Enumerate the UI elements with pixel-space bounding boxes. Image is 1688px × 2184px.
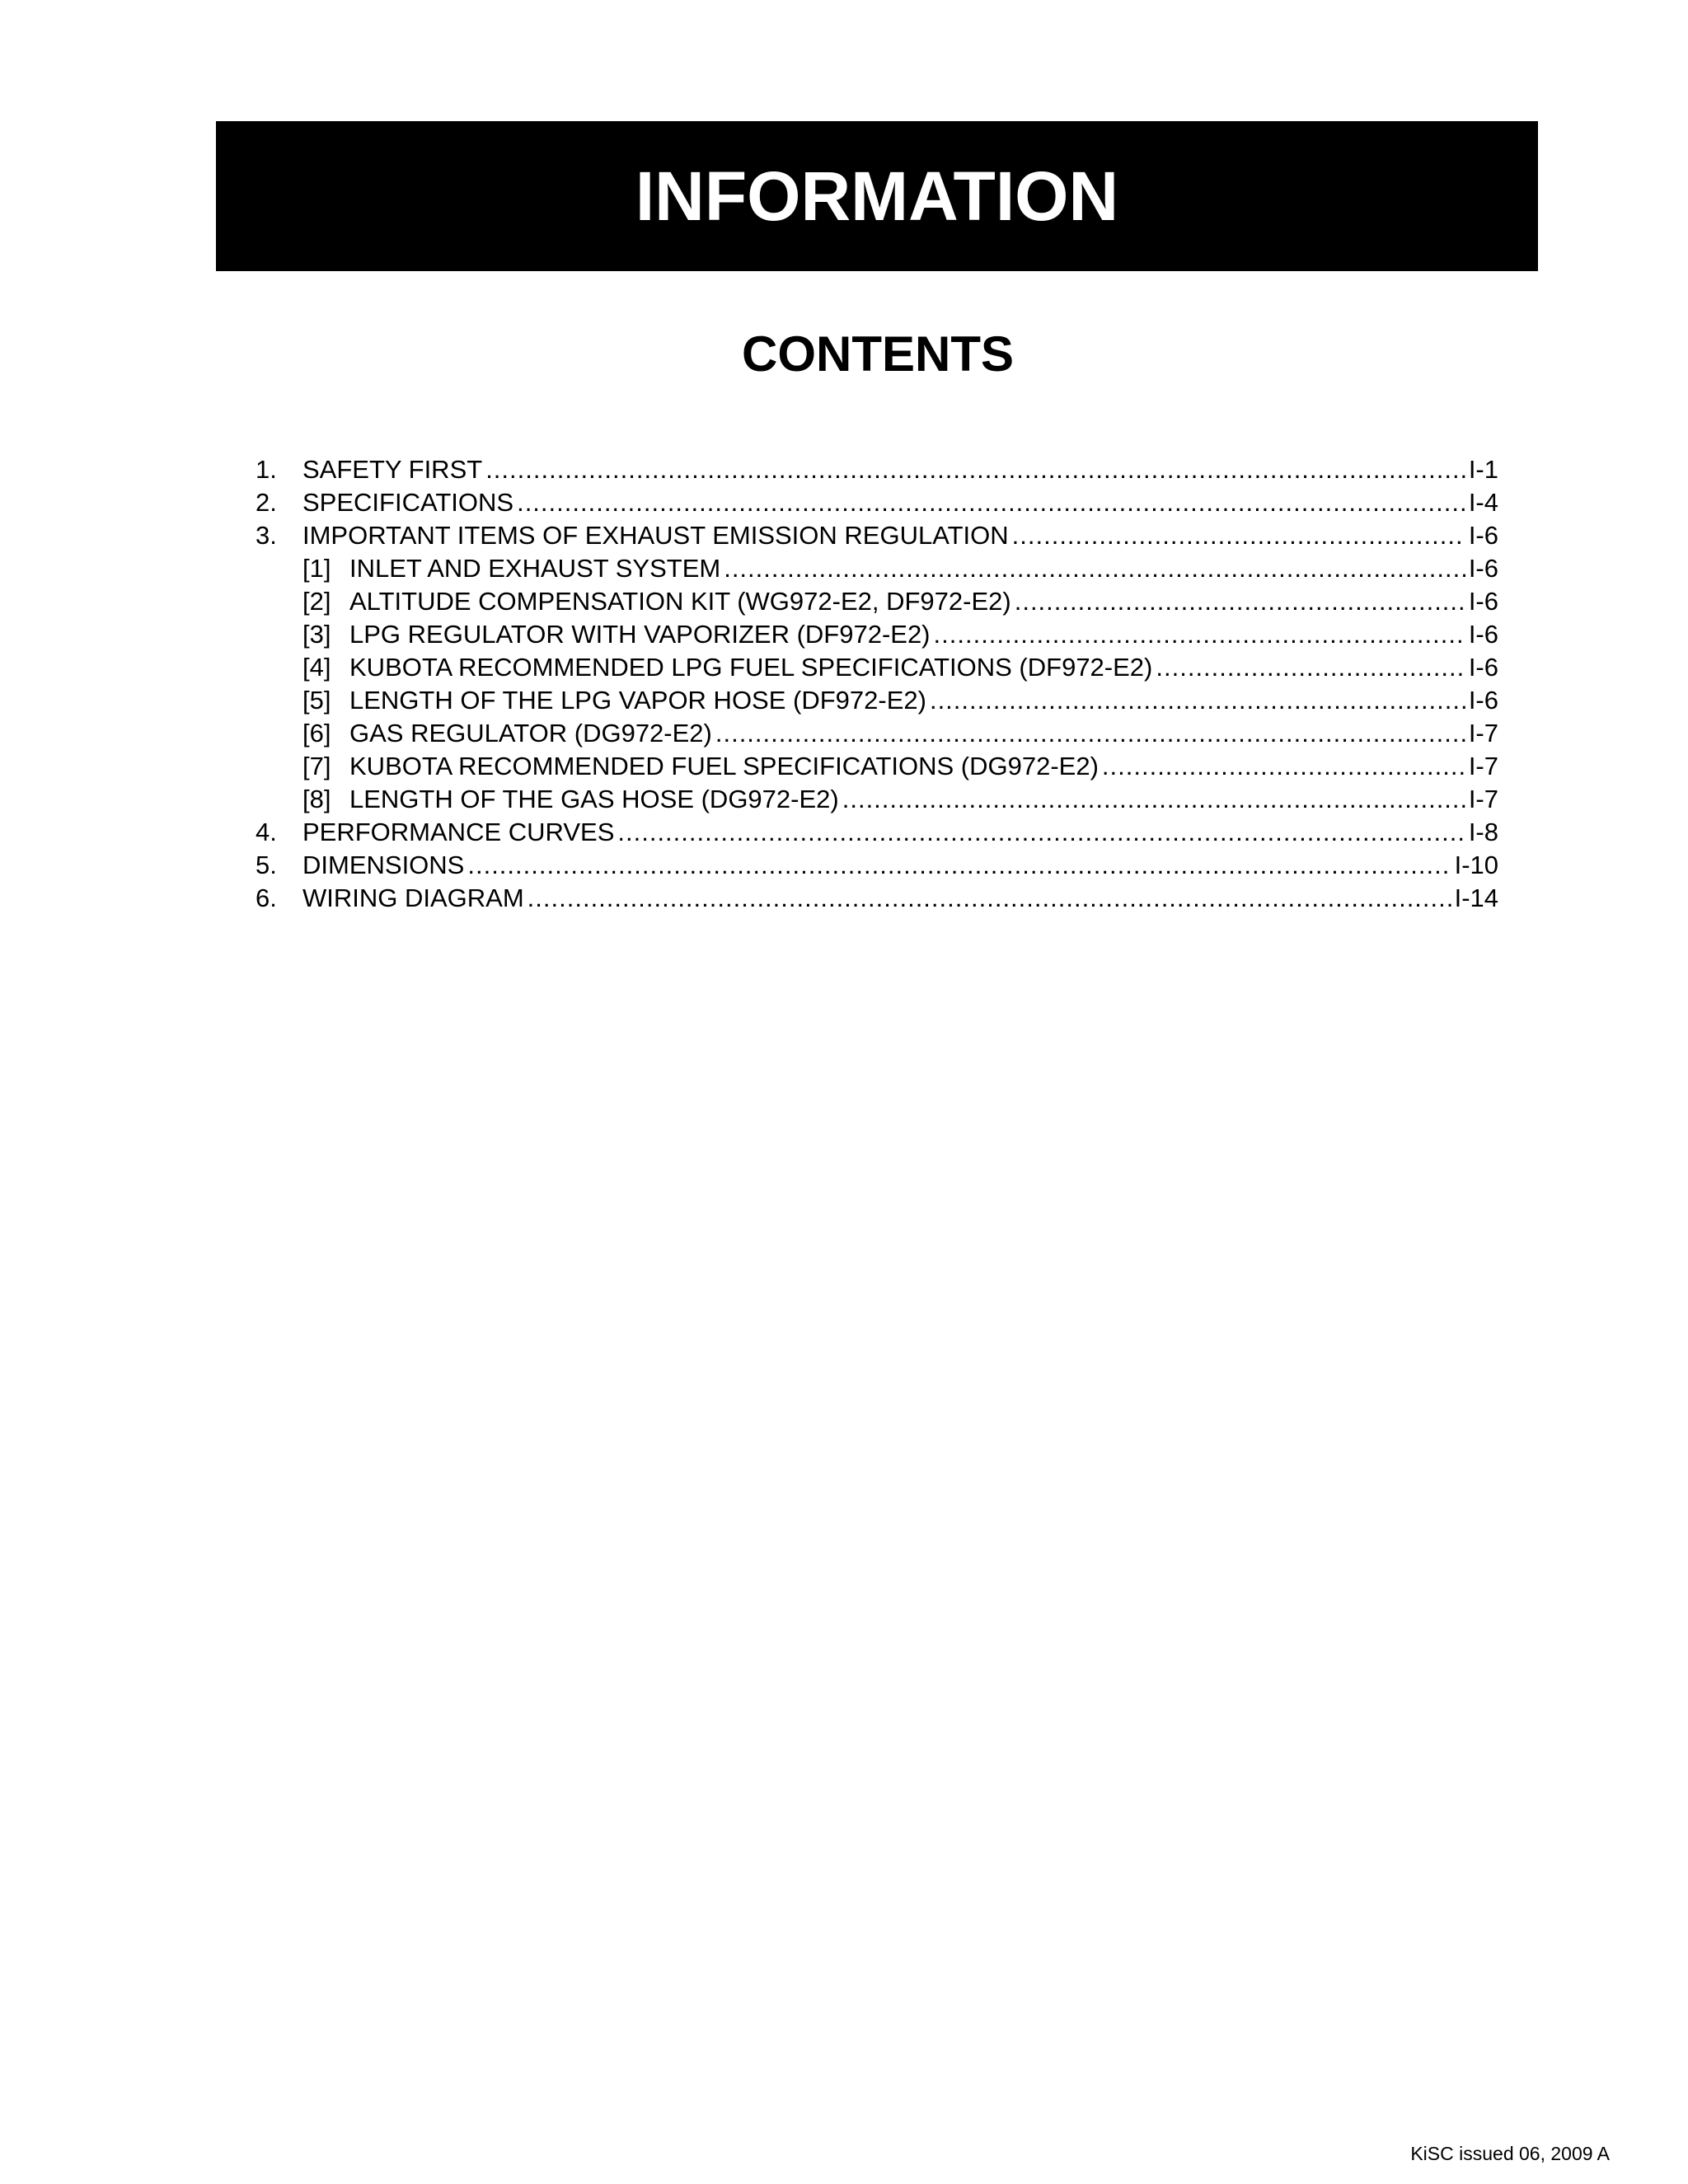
footer-issue-text: KiSC issued 06, 2009 A [1410,2143,1610,2164]
toc-entry-number: [2] [302,587,331,616]
toc-entry-title: KUBOTA RECOMMENDED LPG FUEL SPECIFICATIONS (DF972-E2) [349,653,1153,682]
toc-entry-title: LENGTH OF THE LPG VAPOR HOSE (DF972-E2) [349,686,926,715]
toc-entry-title: ALTITUDE COMPENSATION KIT (WG972-E2, DF972-E2) [349,587,1011,616]
toc-entry[interactable] [256,750,1498,783]
toc-entry-number: 3. [256,521,277,550]
toc-entry[interactable] [256,816,1498,849]
toc-entry-title: KUBOTA RECOMMENDED FUEL SPECIFICATIONS (DG972-E2) [349,752,1099,780]
toc-entry-number: 5. [256,851,277,879]
toc-entry-page: I-6 [1468,686,1498,715]
toc-entry-number: [4] [302,653,331,682]
table-of-contents [256,453,1498,915]
toc-entry-page: I-10 [1454,851,1498,879]
toc-entry-page: I-7 [1468,752,1498,780]
toc-entry-title: LENGTH OF THE GAS HOSE (DG972-E2) [349,785,839,813]
toc-dot-leader [930,684,1465,717]
toc-entry-page: I-8 [1468,818,1498,846]
section-banner [216,121,1538,271]
toc-entry[interactable] [256,882,1498,915]
toc-entry-page: I-6 [1468,587,1498,616]
banner-title: INFORMATION [635,157,1119,235]
toc-entry-page: I-1 [1468,455,1498,484]
toc-entry[interactable] [256,552,1498,585]
toc-entry-page: I-7 [1468,719,1498,748]
toc-entry[interactable] [256,849,1498,882]
toc-dot-leader [528,882,1451,915]
toc-entry[interactable] [256,453,1498,486]
toc-dot-leader [617,816,1465,849]
toc-dot-leader [1015,585,1465,618]
toc-entry-title: IMPORTANT ITEMS OF EXHAUST EMISSION REGULATION [302,521,1009,550]
toc-entry-title: WIRING DIAGRAM [302,883,524,912]
toc-dot-leader [1102,750,1465,783]
toc-entry[interactable] [256,486,1498,519]
toc-entry-title: GAS REGULATOR (DG972-E2) [349,719,712,748]
toc-dot-leader [724,552,1465,585]
toc-dot-leader [485,453,1465,486]
toc-dot-leader [934,618,1465,651]
toc-entry-number: 2. [256,488,277,517]
toc-entry-number: [1] [302,554,331,583]
toc-entry-title: PERFORMANCE CURVES [302,818,615,846]
toc-entry-number: 1. [256,455,277,484]
toc-entry[interactable] [256,783,1498,816]
toc-entry-page: I-6 [1468,521,1498,550]
toc-entry-page: I-4 [1468,488,1498,517]
toc-entry-number: 6. [256,883,277,912]
toc-entry-title: INLET AND EXHAUST SYSTEM [349,554,721,583]
contents-heading: CONTENTS [742,326,1014,382]
toc-entry-title: SPECIFICATIONS [302,488,514,517]
toc-entry-title: LPG REGULATOR WITH VAPORIZER (DF972-E2) [349,620,931,649]
toc-entry-page: I-6 [1468,554,1498,583]
toc-entry-number: [6] [302,719,331,748]
toc-dot-leader [467,849,1451,882]
toc-entry-number: [3] [302,620,331,649]
toc-entry-page: I-6 [1468,620,1498,649]
toc-entry[interactable] [256,585,1498,618]
toc-entry-number: 4. [256,818,277,846]
toc-entry[interactable] [256,684,1498,717]
toc-entry[interactable] [256,618,1498,651]
toc-entry-title: DIMENSIONS [302,851,465,879]
toc-dot-leader [1156,651,1465,684]
toc-entry[interactable] [256,519,1498,552]
toc-entry-page: I-7 [1468,785,1498,813]
toc-dot-leader [842,783,1465,816]
toc-dot-leader [1012,519,1465,552]
toc-entry-title: SAFETY FIRST [302,455,483,484]
toc-dot-leader [517,486,1465,519]
toc-entry[interactable] [256,651,1498,684]
toc-entry-page: I-14 [1454,883,1498,912]
toc-entry[interactable] [256,717,1498,750]
toc-entry-number: [5] [302,686,331,715]
toc-entry-number: [8] [302,785,331,813]
toc-entry-number: [7] [302,752,331,780]
toc-entry-page: I-6 [1468,653,1498,682]
toc-dot-leader [715,717,1465,750]
